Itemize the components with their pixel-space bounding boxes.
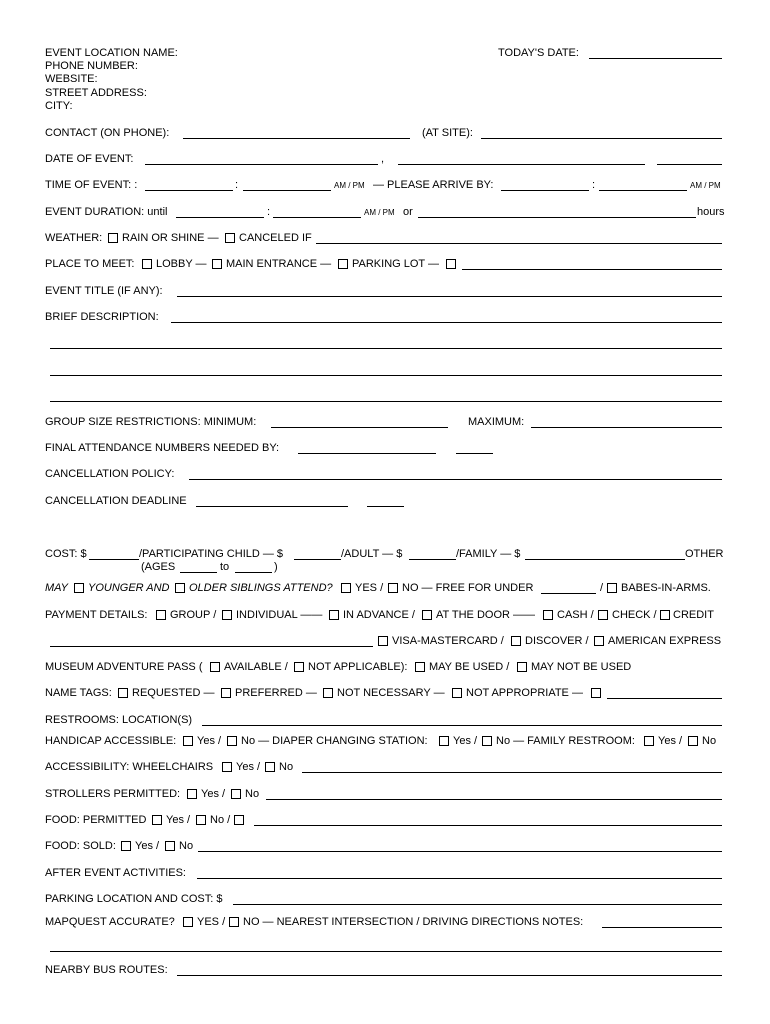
date-field-3[interactable] (657, 164, 722, 165)
museum-na-label: NOT APPLICABLE): (308, 661, 408, 673)
food-permitted-field[interactable] (254, 825, 722, 826)
final-numbers-field-1[interactable] (298, 453, 436, 454)
canceled-if-field[interactable] (316, 243, 722, 244)
duration-minute-field[interactable] (273, 217, 361, 218)
date-field-2[interactable] (398, 164, 645, 165)
restrooms-field[interactable] (202, 725, 722, 726)
restrooms-label: RESTROOMS: LOCATION(S) (45, 714, 193, 726)
food-permitted-yes-label: Yes / (166, 814, 191, 826)
weather-label: WEATHER: (45, 232, 103, 244)
strollers-label: STROLLERS PERMITTED: (45, 788, 181, 800)
younger-checkbox[interactable] (74, 583, 84, 593)
cost-family-field[interactable] (409, 559, 456, 560)
parking-lot-checkbox[interactable] (338, 259, 348, 269)
handicap-yes-checkbox[interactable] (183, 736, 193, 746)
event-title-field[interactable] (177, 296, 722, 297)
arrive-ampm: AM / PM (690, 181, 721, 190)
older-checkbox[interactable] (175, 583, 185, 593)
after-event-label: AFTER EVENT ACTIVITIES: (45, 867, 186, 879)
arrive-minute-field[interactable] (599, 190, 687, 191)
phone-label: PHONE NUMBER: (45, 60, 138, 72)
older-label: OLDER SIBLINGS ATTEND? (189, 582, 333, 594)
siblings-slash: / (600, 582, 604, 594)
payment-check-checkbox[interactable] (598, 610, 608, 620)
cancel-deadline-field-1[interactable] (196, 506, 348, 507)
museum-available-label: AVAILABLE / (224, 661, 288, 673)
city-label: CITY: (45, 100, 73, 112)
time-label: TIME OF EVENT: : (45, 179, 138, 191)
time-ampm: AM / PM (334, 181, 365, 190)
group-max-label: MAXIMUM: (468, 416, 525, 428)
museum-na-checkbox[interactable] (294, 662, 304, 672)
payment-door-label: AT THE DOOR —— (436, 609, 536, 621)
food-permitted-yes-checkbox[interactable] (152, 815, 162, 825)
siblings-no-checkbox[interactable] (388, 583, 398, 593)
food-sold-no-checkbox[interactable] (165, 841, 175, 851)
siblings-yes-label: YES / (355, 582, 384, 594)
rain-or-shine-checkbox[interactable] (108, 233, 118, 243)
arrive-by-label: — PLEASE ARRIVE BY: (373, 179, 494, 191)
location-name-label: EVENT LOCATION NAME: (45, 47, 178, 59)
place-label: PLACE TO MEET: (45, 258, 135, 270)
free-under-field[interactable] (541, 593, 596, 594)
strollers-field[interactable] (266, 799, 722, 800)
food-permitted-no-checkbox[interactable] (196, 815, 206, 825)
handicap-no-checkbox[interactable] (227, 736, 237, 746)
siblings-no-label: NO — FREE FOR UNDER (402, 582, 534, 594)
tags-requested-checkbox[interactable] (118, 688, 128, 698)
arrive-hour-field[interactable] (501, 190, 589, 191)
wheelchairs-yes-checkbox[interactable] (222, 762, 232, 772)
food-permitted-label: FOOD: PERMITTED (45, 814, 147, 826)
payment-group-label: GROUP / (170, 609, 217, 621)
siblings-yes-checkbox[interactable] (341, 583, 351, 593)
family-no-checkbox[interactable] (688, 736, 698, 746)
contact-site-label: (AT SITE): (422, 127, 473, 139)
contact-site-field[interactable] (481, 138, 722, 139)
payment-credit-label: CREDIT (673, 609, 714, 621)
wheelchairs-no-checkbox[interactable] (265, 762, 275, 772)
cancel-policy-field[interactable] (189, 479, 722, 480)
cost-child-field[interactable] (89, 559, 139, 560)
wheelchairs-no-label: No (279, 761, 294, 773)
museum-may-checkbox[interactable] (415, 662, 425, 672)
parking-lot-label: PARKING LOT — (352, 258, 440, 270)
payment-notes-field[interactable] (50, 646, 373, 647)
payment-check-label: CHECK / (612, 609, 657, 621)
website-label: WEBSITE: (45, 73, 98, 85)
handicap-yes-label: Yes / (197, 735, 222, 747)
babes-label: BABES-IN-ARMS. (621, 582, 711, 594)
payment-cash-label: CASH / (557, 609, 594, 621)
canceled-if-label: CANCELED IF (239, 232, 312, 244)
babes-checkbox[interactable] (607, 583, 617, 593)
diaper-no-checkbox[interactable] (482, 736, 492, 746)
ages-close: ) (274, 561, 278, 573)
food-permitted-no-label: No / (210, 814, 231, 826)
duration-hour-field[interactable] (176, 217, 264, 218)
todays-date-label: TODAY'S DATE: (498, 47, 579, 59)
bus-routes-field[interactable] (177, 975, 722, 976)
final-numbers-field-2[interactable] (456, 453, 493, 454)
description-field-4[interactable] (50, 401, 722, 402)
diaper-label: No — DIAPER CHANGING STATION: (241, 735, 428, 747)
duration-hours-field[interactable] (418, 217, 696, 218)
tags-notnec-label: NOT NECESSARY — (337, 687, 445, 699)
strollers-yes-checkbox[interactable] (187, 789, 197, 799)
event-title-label: EVENT TITLE (IF ANY): (45, 285, 163, 297)
duration-label: EVENT DURATION: until (45, 206, 168, 218)
wheelchairs-field[interactable] (302, 772, 722, 773)
cost-adult-field[interactable] (294, 559, 341, 560)
description-field-2[interactable] (50, 348, 722, 349)
lobby-checkbox[interactable] (142, 259, 152, 269)
discover-checkbox[interactable] (511, 636, 521, 646)
directions-notes-field-1[interactable] (602, 927, 722, 928)
contact-phone-label: CONTACT (ON PHONE): (45, 127, 170, 139)
cancel-deadline-label: CANCELLATION DEADLINE (45, 495, 187, 507)
payment-door-checkbox[interactable] (422, 610, 432, 620)
canceled-if-checkbox[interactable] (225, 233, 235, 243)
diaper-yes-checkbox[interactable] (439, 736, 449, 746)
payment-group-checkbox[interactable] (156, 610, 166, 620)
wheelchairs-yes-label: Yes / (236, 761, 261, 773)
place-other-checkbox[interactable] (446, 259, 456, 269)
cost-label: COST: $ (45, 548, 87, 560)
siblings-may: MAY (45, 582, 69, 594)
arrive-colon: : (592, 179, 596, 191)
food-sold-yes-label: Yes / (135, 840, 160, 852)
time-minute-field[interactable] (243, 190, 331, 191)
handicap-label: HANDICAP ACCESSIBLE: (45, 735, 177, 747)
time-colon: : (235, 179, 239, 191)
group-max-field[interactable] (531, 427, 722, 428)
parking-field[interactable] (233, 904, 722, 905)
final-numbers-label: FINAL ATTENDANCE NUMBERS NEEDED BY: (45, 442, 280, 454)
strollers-no-checkbox[interactable] (231, 789, 241, 799)
main-entrance-checkbox[interactable] (212, 259, 222, 269)
cancel-policy-label: CANCELLATION POLICY: (45, 468, 175, 480)
amex-label: AMERICAN EXPRESS (608, 635, 722, 647)
payment-cash-checkbox[interactable] (543, 610, 553, 620)
family-yes-label: Yes / (658, 735, 683, 747)
tags-notapp-label: NOT APPROPRIATE — (466, 687, 583, 699)
museum-label: MUSEUM ADVENTURE PASS ( (45, 661, 203, 673)
food-sold-no-label: No (179, 840, 194, 852)
tags-other-checkbox[interactable] (591, 688, 601, 698)
ages-label: (AGES (141, 561, 176, 573)
family-restroom-label: No — FAMILY RESTROOM: (496, 735, 635, 747)
time-hour-field[interactable] (145, 190, 233, 191)
cost-other-field[interactable] (525, 559, 685, 560)
wheelchairs-label: ACCESSIBILITY: WHEELCHAIRS (45, 761, 214, 773)
strollers-yes-label: Yes / (201, 788, 226, 800)
diaper-yes-label: Yes / (453, 735, 478, 747)
mapquest-yes-checkbox[interactable] (183, 917, 193, 927)
payment-label: PAYMENT DETAILS: (45, 609, 148, 621)
payment-credit-checkbox[interactable] (660, 610, 670, 620)
duration-or: or (403, 206, 413, 218)
mapquest-no-label: NO — NEAREST INTERSECTION / DRIVING DIRECTIONS NOTES: (243, 916, 584, 928)
name-tags-label: NAME TAGS: (45, 687, 112, 699)
museum-maynot-label: MAY NOT BE USED (531, 661, 632, 673)
directions-notes-field-2[interactable] (50, 951, 722, 952)
payment-individual-checkbox[interactable] (222, 610, 232, 620)
ages-to: to (220, 561, 230, 573)
food-sold-yes-checkbox[interactable] (121, 841, 131, 851)
food-sold-label: FOOD: SOLD: (45, 840, 116, 852)
visa-label: VISA-MASTERCARD / (392, 635, 504, 647)
mapquest-no-checkbox[interactable] (229, 917, 239, 927)
visa-checkbox[interactable] (378, 636, 388, 646)
description-field-1[interactable] (171, 322, 722, 323)
food-sold-field[interactable] (198, 851, 722, 852)
group-min-field[interactable] (271, 427, 448, 428)
date-label: DATE OF EVENT: (45, 153, 134, 165)
family-no-label: No (702, 735, 717, 747)
rain-or-shine-label: RAIN OR SHINE — (122, 232, 219, 244)
tags-other-field[interactable] (607, 698, 722, 699)
family-yes-checkbox[interactable] (644, 736, 654, 746)
museum-available-checkbox[interactable] (210, 662, 220, 672)
street-label: STREET ADDRESS: (45, 87, 147, 99)
cost-other-label: OTHER (685, 548, 724, 560)
date-comma: , (381, 153, 385, 165)
mapquest-yes-label: YES / (197, 916, 226, 928)
cancel-deadline-field-2[interactable] (367, 506, 404, 507)
bus-routes-label: NEARBY BUS ROUTES: (45, 964, 168, 976)
after-event-field[interactable] (197, 878, 722, 879)
tags-preferred-checkbox[interactable] (221, 688, 231, 698)
duration-colon: : (267, 206, 271, 218)
tags-preferred-label: PREFERRED — (235, 687, 317, 699)
museum-maynot-checkbox[interactable] (517, 662, 527, 672)
mapquest-label: MAPQUEST ACCURATE? (45, 916, 175, 928)
date-field-1[interactable] (145, 164, 378, 165)
description-field-3[interactable] (50, 375, 722, 376)
contact-phone-field[interactable] (183, 138, 410, 139)
cost-child-label: /PARTICIPATING CHILD — $ (139, 548, 284, 560)
place-other-field[interactable] (462, 269, 722, 270)
duration-hours: hours (697, 206, 725, 218)
amex-checkbox[interactable] (594, 636, 604, 646)
cost-family-label: /FAMILY — $ (456, 548, 521, 560)
main-entrance-label: MAIN ENTRANCE — (226, 258, 332, 270)
discover-label: DISCOVER / (525, 635, 589, 647)
payment-advance-checkbox[interactable] (329, 610, 339, 620)
strollers-no-label: No (245, 788, 260, 800)
food-permitted-other-checkbox[interactable] (234, 815, 244, 825)
payment-advance-label: IN ADVANCE / (343, 609, 415, 621)
ages-from-field[interactable] (180, 572, 217, 573)
description-label: BRIEF DESCRIPTION: (45, 311, 159, 323)
lobby-label: LOBBY — (156, 258, 207, 270)
tags-requested-label: REQUESTED — (132, 687, 215, 699)
parking-label: PARKING LOCATION AND COST: $ (45, 893, 223, 905)
ages-to-field[interactable] (235, 572, 272, 573)
tags-notapp-checkbox[interactable] (452, 688, 462, 698)
payment-individual-label: INDIVIDUAL —— (236, 609, 323, 621)
younger-label: YOUNGER AND (88, 582, 170, 594)
cost-adult-label: /ADULT — $ (341, 548, 403, 560)
duration-ampm: AM / PM (364, 208, 395, 217)
museum-may-label: MAY BE USED / (429, 661, 510, 673)
group-min-label: GROUP SIZE RESTRICTIONS: MINIMUM: (45, 416, 257, 428)
tags-notnec-checkbox[interactable] (323, 688, 333, 698)
todays-date-field[interactable] (589, 58, 722, 59)
